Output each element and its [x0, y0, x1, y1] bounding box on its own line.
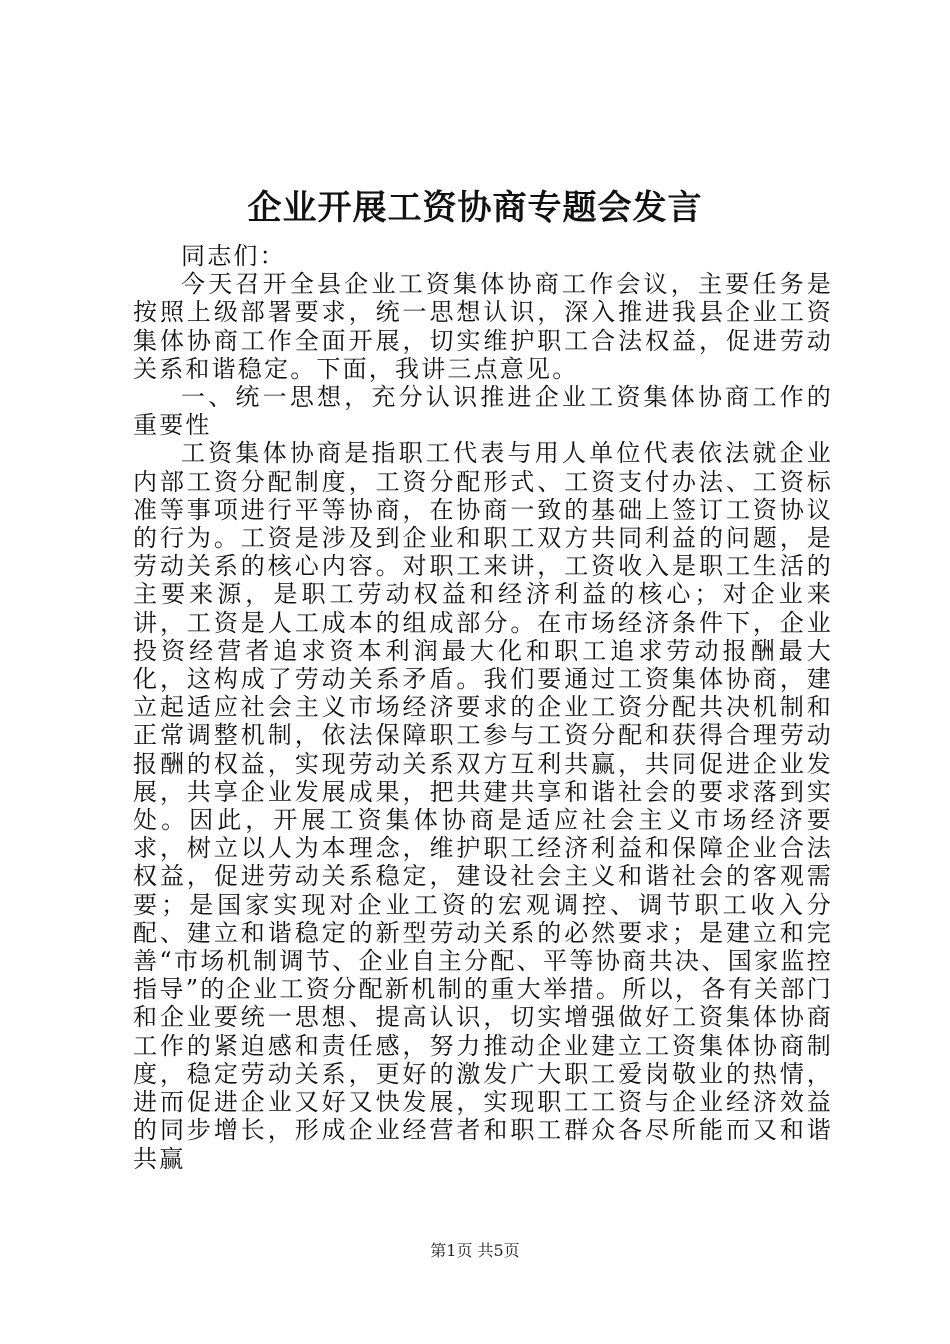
page-number-footer: 第1页 共5页: [430, 1241, 520, 1260]
intro-paragraph: 今天召开全县企业工资集体协商工作会议，主要任务是按照上级部署要求，统一思想认识，深入推进我县企业工资集体协商工作全面开展，切实维护职工合法权益，促进劳动关系和谐稳定。下面，我讲三点意见。: [133, 270, 833, 383]
document-title: 企业开展工资协商专题会发言: [247, 188, 703, 228]
body-paragraph: 工资集体协商是指职工代表与用人单位代表依法就企业内部工资分配制度，工资分配形式、工资支付办法、工资标准等事项进行平等协商，在协商一致的基础上签订工资协议的行为。工资是涉及到企业和职工双方共同利益的问题，是劳动关系的核心内容。对职工来讲，工资收入是职工生活的主要来源，是职工劳动权益和经济利益的核心；对企业来讲，工资是人工成本的组成部分。在市场经济条件下，企业投资经营者追求资本利润最大化和职工追求劳动报酬最大化，这构成了劳动关系矛盾。我们要通过工资集体协商，建立起适应社会主义市场经济要求的企业工资分配共决机制和正常调整机制，依法保障职工参与工资分配和获得合理劳动报酬的权益，实现劳动关系双方互利共赢，共同促进企业发展，共享企业发展成果，把共建共享和谐社会的要求落到实处。因此，开展工资集体协商是适应社会主义市场经济要求，树立以人为本理念，维护职工经济利益和保障企业合法权益，促进劳动关系稳定，建设社会主义和谐社会的客观需要；是国家实现对企业工资的宏观调控、调节职工收入分配、建立和谐稳定的新型劳动关系的必然要求；是建立和完善“市场机制调节、企业自主分配、平等协商共决、国家监控指导”的企业工资分配新机制的重大举措。所以，各有关部门和企业要统一思想、提高认识，切实增强做好工资集体协商工作的紧迫感和责任感，努力推动企业建立工资集体协商制度，稳定劳动关系，更好的激发广大职工爱岗敬业的热情，进而促进企业又好又快发展，实现职工工资与企业经济效益的同步增长，形成企业经营者和职工群众各尽所能而又和谐共赢: [133, 439, 833, 1173]
document-body: [133, 242, 833, 1173]
section-heading-paragraph: 一、统一思想，充分认识推进企业工资集体协商工作的重要性: [133, 383, 833, 440]
salutation-paragraph: 同志们：: [181, 242, 286, 270]
